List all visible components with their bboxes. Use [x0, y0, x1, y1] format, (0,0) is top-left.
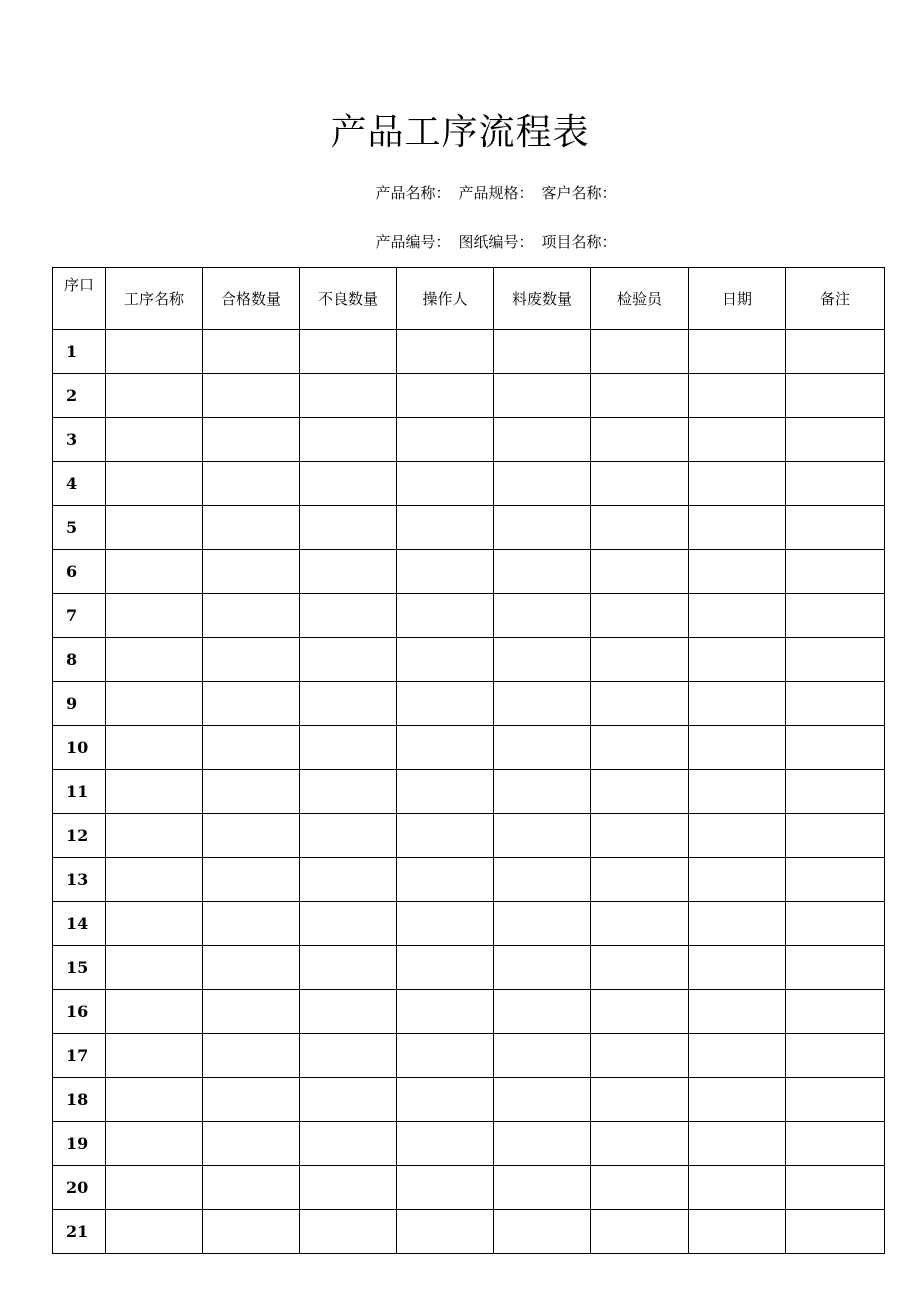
cell-defect-qty[interactable]: [300, 726, 397, 770]
cell-inspector[interactable]: [591, 902, 689, 946]
cell-process-name[interactable]: [106, 770, 203, 814]
cell-operator[interactable]: [397, 1034, 494, 1078]
project-name-label: 项目名称：: [541, 233, 617, 251]
cell-process-name[interactable]: [106, 902, 203, 946]
cell-operator[interactable]: [397, 1078, 494, 1122]
cell-process-name[interactable]: [106, 638, 203, 682]
cell-date[interactable]: [689, 550, 786, 594]
cell-scrap-qty[interactable]: [494, 1034, 591, 1078]
header-process-name: 工序名称: [106, 268, 203, 330]
cell-scrap-qty[interactable]: [494, 814, 591, 858]
cell-scrap-qty[interactable]: [494, 418, 591, 462]
cell-process-name[interactable]: [106, 1166, 203, 1210]
cell-qualified-qty[interactable]: [203, 814, 300, 858]
cell-qualified-qty[interactable]: [203, 462, 300, 506]
header-date: 日期: [689, 268, 786, 330]
cell-remarks[interactable]: [786, 990, 885, 1034]
table-row: [53, 858, 885, 902]
cell-remarks[interactable]: [786, 1078, 885, 1122]
cell-inspector[interactable]: [591, 1078, 689, 1122]
cell-qualified-qty[interactable]: [203, 946, 300, 990]
cell-process-name[interactable]: [106, 418, 203, 462]
row-number: 1: [53, 330, 106, 374]
table-row: [53, 594, 885, 638]
cell-remarks[interactable]: [786, 1166, 885, 1210]
cell-inspector[interactable]: [591, 770, 689, 814]
cell-scrap-qty[interactable]: [494, 682, 591, 726]
cell-defect-qty[interactable]: [300, 990, 397, 1034]
header-scrap-qty: 料废数量: [494, 268, 591, 330]
table-row: [53, 1166, 885, 1210]
table-row: [53, 770, 885, 814]
table-row: [53, 902, 885, 946]
row-number: 9: [53, 682, 106, 726]
cell-operator[interactable]: [397, 550, 494, 594]
row-number: 14: [53, 902, 106, 946]
cell-scrap-qty[interactable]: [494, 638, 591, 682]
cell-qualified-qty[interactable]: [203, 374, 300, 418]
cell-defect-qty[interactable]: [300, 814, 397, 858]
cell-remarks[interactable]: [786, 946, 885, 990]
table-row: [53, 330, 885, 374]
cell-operator[interactable]: [397, 946, 494, 990]
cell-scrap-qty[interactable]: [494, 902, 591, 946]
page-title: 产品工序流程表: [330, 112, 590, 153]
table-row: [53, 1078, 885, 1122]
row-number: 8: [53, 638, 106, 682]
cell-inspector[interactable]: [591, 682, 689, 726]
cell-scrap-qty[interactable]: [494, 550, 591, 594]
cell-date[interactable]: [689, 594, 786, 638]
cell-remarks[interactable]: [786, 374, 885, 418]
cell-operator[interactable]: [397, 374, 494, 418]
cell-scrap-qty[interactable]: [494, 462, 591, 506]
cell-date[interactable]: [689, 638, 786, 682]
cell-operator[interactable]: [397, 1166, 494, 1210]
cell-qualified-qty[interactable]: [203, 1210, 300, 1254]
cell-defect-qty[interactable]: [300, 418, 397, 462]
cell-date[interactable]: [689, 1122, 786, 1166]
cell-date[interactable]: [689, 1166, 786, 1210]
cell-date[interactable]: [689, 858, 786, 902]
row-number: 10: [53, 726, 106, 770]
table-row: [53, 726, 885, 770]
cell-remarks[interactable]: [786, 902, 885, 946]
product-number-label: 产品编号：: [375, 233, 451, 251]
cell-inspector[interactable]: [591, 638, 689, 682]
cell-date[interactable]: [689, 990, 786, 1034]
table-row: [53, 638, 885, 682]
cell-operator[interactable]: [397, 682, 494, 726]
cell-defect-qty[interactable]: [300, 770, 397, 814]
row-number: 7: [53, 594, 106, 638]
cell-remarks[interactable]: [786, 682, 885, 726]
row-number: 21: [53, 1210, 106, 1254]
cell-remarks[interactable]: [786, 770, 885, 814]
cell-process-name[interactable]: [106, 374, 203, 418]
header-inspector: 检验员: [591, 268, 689, 330]
header-index: 序口: [53, 268, 106, 330]
cell-qualified-qty[interactable]: [203, 506, 300, 550]
cell-remarks[interactable]: [786, 1210, 885, 1254]
cell-remarks[interactable]: [786, 1034, 885, 1078]
header-remarks: 备注: [786, 268, 885, 330]
row-number: 6: [53, 550, 106, 594]
cell-inspector[interactable]: [591, 330, 689, 374]
header-operator: 操作人: [397, 268, 494, 330]
row-number: 19: [53, 1122, 106, 1166]
product-spec-label: 产品规格：: [458, 184, 534, 202]
cell-operator[interactable]: [397, 418, 494, 462]
cell-inspector[interactable]: [591, 1166, 689, 1210]
row-number: 20: [53, 1166, 106, 1210]
cell-qualified-qty[interactable]: [203, 418, 300, 462]
cell-qualified-qty[interactable]: [203, 858, 300, 902]
cell-defect-qty[interactable]: [300, 462, 397, 506]
cell-scrap-qty[interactable]: [494, 1078, 591, 1122]
cell-date[interactable]: [689, 726, 786, 770]
cell-date[interactable]: [689, 682, 786, 726]
cell-defect-qty[interactable]: [300, 858, 397, 902]
cell-remarks[interactable]: [786, 814, 885, 858]
cell-defect-qty[interactable]: [300, 1078, 397, 1122]
cell-inspector[interactable]: [591, 374, 689, 418]
cell-inspector[interactable]: [591, 1122, 689, 1166]
cell-operator[interactable]: [397, 858, 494, 902]
cell-date[interactable]: [689, 902, 786, 946]
cell-defect-qty[interactable]: [300, 946, 397, 990]
cell-qualified-qty[interactable]: [203, 990, 300, 1034]
cell-remarks[interactable]: [786, 462, 885, 506]
cell-date[interactable]: [689, 418, 786, 462]
cell-defect-qty[interactable]: [300, 506, 397, 550]
cell-scrap-qty[interactable]: [494, 858, 591, 902]
cell-date[interactable]: [689, 506, 786, 550]
table-row: [53, 1122, 885, 1166]
row-number: 13: [53, 858, 106, 902]
cell-defect-qty[interactable]: [300, 330, 397, 374]
drawing-number-label: 图纸编号：: [458, 233, 534, 251]
table-row: [53, 374, 885, 418]
cell-scrap-qty[interactable]: [494, 726, 591, 770]
cell-remarks[interactable]: [786, 330, 885, 374]
process-table: [52, 267, 885, 1254]
table-row: [53, 462, 885, 506]
cell-inspector[interactable]: [591, 418, 689, 462]
cell-qualified-qty[interactable]: [203, 594, 300, 638]
row-number: 12: [53, 814, 106, 858]
cell-process-name[interactable]: [106, 946, 203, 990]
table-header-row: [53, 268, 885, 330]
cell-qualified-qty[interactable]: [203, 1122, 300, 1166]
table-row: [53, 550, 885, 594]
cell-date[interactable]: [689, 462, 786, 506]
table-row: [53, 1210, 885, 1254]
cell-operator[interactable]: [397, 990, 494, 1034]
cell-operator[interactable]: [397, 902, 494, 946]
cell-inspector[interactable]: [591, 550, 689, 594]
cell-process-name[interactable]: [106, 1034, 203, 1078]
cell-operator[interactable]: [397, 330, 494, 374]
cell-inspector[interactable]: [591, 462, 689, 506]
table-row: [53, 990, 885, 1034]
cell-process-name[interactable]: [106, 1210, 203, 1254]
table-row: [53, 418, 885, 462]
table-row: [53, 506, 885, 550]
table-row: [53, 814, 885, 858]
cell-qualified-qty[interactable]: [203, 1166, 300, 1210]
cell-process-name[interactable]: [106, 814, 203, 858]
cell-inspector[interactable]: [591, 946, 689, 990]
cell-inspector[interactable]: [591, 506, 689, 550]
cell-inspector[interactable]: [591, 814, 689, 858]
cell-defect-qty[interactable]: [300, 1210, 397, 1254]
cell-qualified-qty[interactable]: [203, 682, 300, 726]
cell-qualified-qty[interactable]: [203, 550, 300, 594]
cell-operator[interactable]: [397, 1210, 494, 1254]
cell-remarks[interactable]: [786, 858, 885, 902]
cell-qualified-qty[interactable]: [203, 330, 300, 374]
cell-qualified-qty[interactable]: [203, 902, 300, 946]
cell-scrap-qty[interactable]: [494, 594, 591, 638]
cell-qualified-qty[interactable]: [203, 770, 300, 814]
cell-qualified-qty[interactable]: [203, 1034, 300, 1078]
cell-defect-qty[interactable]: [300, 1166, 397, 1210]
cell-operator[interactable]: [397, 726, 494, 770]
cell-operator[interactable]: [397, 594, 494, 638]
row-number: 3: [53, 418, 106, 462]
cell-date[interactable]: [689, 374, 786, 418]
cell-remarks[interactable]: [786, 550, 885, 594]
cell-process-name[interactable]: [106, 990, 203, 1034]
table-row: [53, 946, 885, 990]
row-number: 4: [53, 462, 106, 506]
cell-remarks[interactable]: [786, 638, 885, 682]
cell-operator[interactable]: [397, 814, 494, 858]
row-number: 18: [53, 1078, 106, 1122]
row-number: 5: [53, 506, 106, 550]
cell-process-name[interactable]: [106, 594, 203, 638]
cell-date[interactable]: [689, 770, 786, 814]
cell-process-name[interactable]: [106, 1122, 203, 1166]
meta-line-2: [0, 232, 920, 252]
cell-scrap-qty[interactable]: [494, 1122, 591, 1166]
cell-scrap-qty[interactable]: [494, 990, 591, 1034]
cell-defect-qty[interactable]: [300, 902, 397, 946]
cell-date[interactable]: [689, 1034, 786, 1078]
cell-operator[interactable]: [397, 506, 494, 550]
cell-process-name[interactable]: [106, 1078, 203, 1122]
table-row: [53, 1034, 885, 1078]
cell-inspector[interactable]: [591, 726, 689, 770]
cell-defect-qty[interactable]: [300, 682, 397, 726]
cell-process-name[interactable]: [106, 506, 203, 550]
customer-name-label: 客户名称：: [541, 184, 617, 202]
cell-qualified-qty[interactable]: [203, 726, 300, 770]
cell-inspector[interactable]: [591, 594, 689, 638]
cell-operator[interactable]: [397, 462, 494, 506]
cell-date[interactable]: [689, 1210, 786, 1254]
cell-process-name[interactable]: [106, 682, 203, 726]
cell-defect-qty[interactable]: [300, 1122, 397, 1166]
cell-remarks[interactable]: [786, 1122, 885, 1166]
cell-process-name[interactable]: [106, 858, 203, 902]
cell-operator[interactable]: [397, 638, 494, 682]
cell-remarks[interactable]: [786, 726, 885, 770]
cell-scrap-qty[interactable]: [494, 374, 591, 418]
cell-scrap-qty[interactable]: [494, 330, 591, 374]
cell-remarks[interactable]: [786, 418, 885, 462]
cell-scrap-qty[interactable]: [494, 946, 591, 990]
cell-date[interactable]: [689, 330, 786, 374]
product-name-label: 产品名称：: [375, 184, 451, 202]
cell-date[interactable]: [689, 814, 786, 858]
cell-operator[interactable]: [397, 770, 494, 814]
cell-qualified-qty[interactable]: [203, 638, 300, 682]
cell-defect-qty[interactable]: [300, 1034, 397, 1078]
cell-date[interactable]: [689, 946, 786, 990]
cell-scrap-qty[interactable]: [494, 506, 591, 550]
cell-defect-qty[interactable]: [300, 594, 397, 638]
cell-scrap-qty[interactable]: [494, 1166, 591, 1210]
cell-inspector[interactable]: [591, 858, 689, 902]
row-number: 16: [53, 990, 106, 1034]
cell-scrap-qty[interactable]: [494, 770, 591, 814]
cell-remarks[interactable]: [786, 594, 885, 638]
cell-scrap-qty[interactable]: [494, 1210, 591, 1254]
cell-inspector[interactable]: [591, 1034, 689, 1078]
cell-process-name[interactable]: [106, 550, 203, 594]
cell-inspector[interactable]: [591, 1210, 689, 1254]
row-number: 17: [53, 1034, 106, 1078]
table-body: [53, 330, 885, 1254]
cell-inspector[interactable]: [591, 990, 689, 1034]
meta-line-1: [0, 183, 920, 203]
cell-date[interactable]: [689, 1078, 786, 1122]
table-row: [53, 682, 885, 726]
cell-defect-qty[interactable]: [300, 638, 397, 682]
cell-qualified-qty[interactable]: [203, 1078, 300, 1122]
row-number: 11: [53, 770, 106, 814]
header-qualified-qty: 合格数量: [203, 268, 300, 330]
row-number: 2: [53, 374, 106, 418]
cell-process-name[interactable]: [106, 726, 203, 770]
cell-defect-qty[interactable]: [300, 374, 397, 418]
header-defect-qty: 不良数量: [300, 268, 397, 330]
cell-operator[interactable]: [397, 1122, 494, 1166]
cell-remarks[interactable]: [786, 506, 885, 550]
cell-defect-qty[interactable]: [300, 550, 397, 594]
cell-process-name[interactable]: [106, 330, 203, 374]
row-number: 15: [53, 946, 106, 990]
cell-process-name[interactable]: [106, 462, 203, 506]
